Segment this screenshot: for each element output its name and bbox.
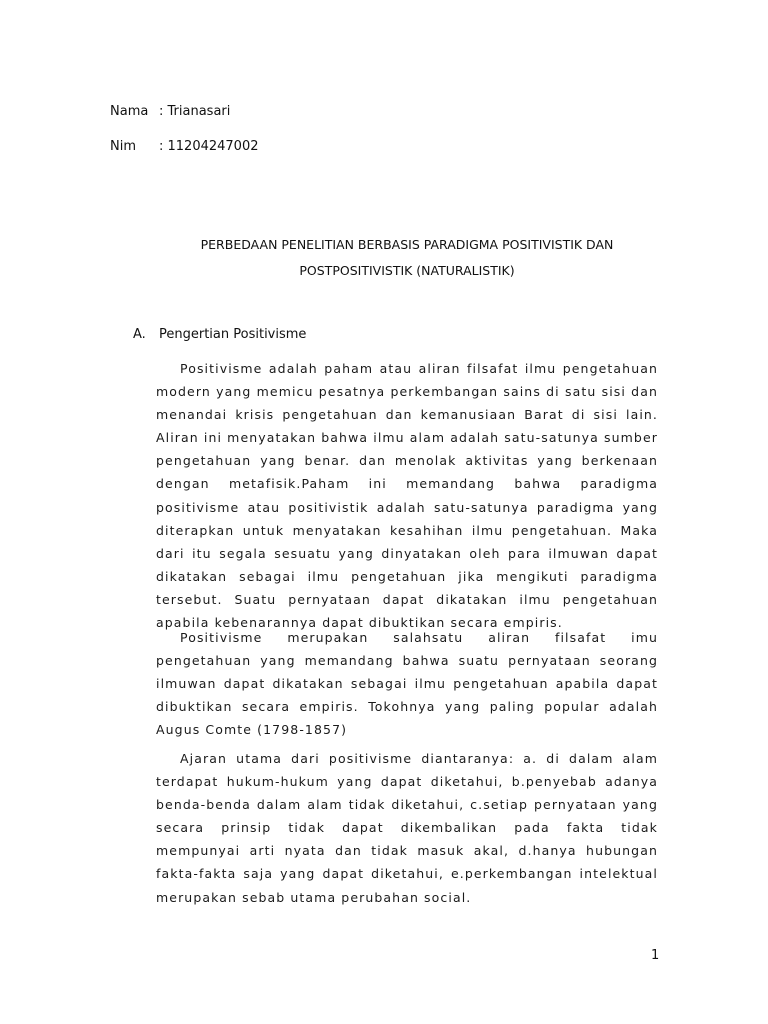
section-title: Pengertian Positivisme: [159, 327, 307, 342]
paragraph-1: Positivisme adalah paham atau aliran filsafat ilmu pengetahuan modern yang memicu pesatnya perkembangan sains di satu sisi dan menandai krisis pengetahuan dan kemanusiaan Barat di sisi lain. Aliran ini menyatakan bahwa ilmu alam adalah satu-satunya sumber pengetahuan yang benar. dan menolak aktivitas yang berkenaan dengan metafisik.Paham ini memandang bahwa paradigma positivisme atau positivistik adalah satu-satunya paradigma yang diterapkan untuk menyatakan kesahihan ilmu pengetahuan. Maka dari itu segala sesuatu yang dinyatakan oleh para ilmuwan dapat dikatakan sebagai ilmu pengetahuan jika mengikuti paradigma tersebut. Suatu pernyataan dapat dikatakan ilmu pengetahuan apabila kebenarannya dapat dibuktikan secara empiris.: [156, 361, 658, 631]
nim-value: : 11204247002: [159, 139, 259, 154]
name-label: Nama: [110, 104, 149, 119]
paragraph-3: Ajaran utama dari positivisme diantaranya: a. di dalam alam terdapat hukum-hukum yang dapat diketahui, b.penyebab adanya benda-benda dalam alam tidak diketahui, c.setiap pernyataan yang secara prinsip tidak dapat dikembalikan pada fakta tidak mempunyai arti nyata dan tidak masuk akal, d.hanya hubungan fakta-fakta saja yang dapat diketahui, e.perkembangan intelektual merupakan sebab utama perubahan social.: [156, 751, 658, 905]
name-value: : Trianasari: [159, 104, 231, 119]
paragraph-2: Positivisme merupakan salahsatu aliran filsafat imu pengetahuan yang memandang bahwa suatu pernyataan seorang ilmuwan dapat dikatakan sebagai ilmu pengetahuan apabila dapat dibuktikan secara empiris. Tokohnya yang paling popular adalah Augus Comte (1798-1857): [156, 630, 658, 738]
document-title-line-2: POSTPOSITIVISTIK (NATURALISTIK): [299, 263, 515, 278]
section-heading: [133, 327, 306, 343]
nim-row: [110, 139, 259, 155]
document-title-line-1: PERBEDAAN PENELITIAN BERBASIS PARADIGMA POSITIVISTIK DAN: [200, 237, 614, 252]
page-number: 1: [651, 948, 660, 963]
section-marker: A.: [133, 327, 146, 342]
nim-label: Nim: [110, 139, 136, 154]
name-row: [110, 104, 231, 120]
